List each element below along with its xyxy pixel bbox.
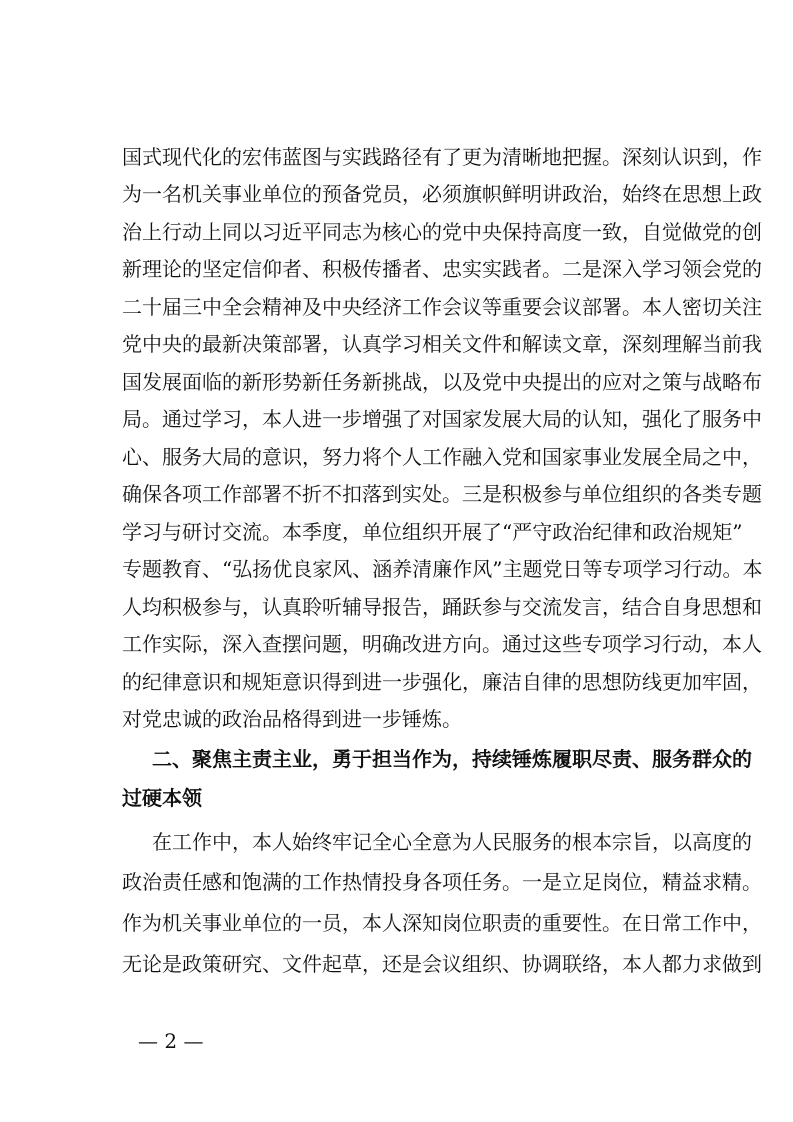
body-line: 心、服务大局的意识，努力将个人工作融入党和国家事业发展全局之中， bbox=[122, 445, 762, 469]
body-line: 局。通过学习，本人进一步增强了对国家发展大局的认知，强化了服务中 bbox=[122, 407, 762, 431]
body-line: 二十届三中全会精神及中央经济工作会议等重要会议部署。本人密切关注 bbox=[122, 295, 762, 319]
body-line: 工作实际，深入查摆问题，明确改进方向。通过这些专项学习行动，本人 bbox=[122, 632, 762, 656]
section-heading: 二、聚焦主责主业，勇于担当作为，持续锤炼履职尽责、服务群众的 bbox=[152, 747, 752, 771]
body-line: 学习与研讨交流。本季度，单位组织开展了“严守政治纪律和政治规矩” bbox=[122, 520, 743, 544]
page-number: — 2 — bbox=[138, 1029, 204, 1053]
body-line: 国式现代化的宏伟蓝图与实践路径有了更为清晰地把握。深刻认识到，作 bbox=[122, 145, 762, 169]
body-line: 对党忠诚的政治品格得到进一步锤炼。 bbox=[122, 707, 462, 731]
body-line: 为一名机关事业单位的预备党员，必须旗帜鲜明讲政治，始终在思想上政 bbox=[122, 182, 762, 206]
body-line: 无论是政策研究、文件起草，还是会议组织、协调联络，本人都力求做到 bbox=[122, 952, 762, 976]
body-line: 治上行动上同以习近平同志为核心的党中央保持高度一致，自觉做党的创 bbox=[122, 220, 762, 244]
body-line: 专题教育、“弘扬优良家风、涵养清廉作风”主题党日等专项学习行动。本 bbox=[122, 557, 763, 581]
body-line: 人均积极参与，认真聆听辅导报告，踊跃参与交流发言，结合自身思想和 bbox=[122, 595, 762, 619]
body-line: 作为机关事业单位的一员，本人深知岗位职责的重要性。在日常工作中， bbox=[122, 911, 762, 935]
body-line: 政治责任感和饱满的工作热情投身各项任务。一是立足岗位，精益求精。 bbox=[122, 870, 762, 894]
body-line: 在工作中，本人始终牢记全心全意为人民服务的根本宗旨，以高度的 bbox=[152, 830, 752, 854]
body-line: 确保各项工作部署不折不扣落到实处。三是积极参与单位组织的各类专题 bbox=[122, 482, 762, 506]
body-line: 的纪律意识和规矩意识得到进一步强化，廉洁自律的思想防线更加牢固， bbox=[122, 670, 762, 694]
body-line: 新理论的坚定信仰者、积极传播者、忠实实践者。二是深入学习领会党的 bbox=[122, 257, 762, 281]
body-line: 国发展面临的新形势新任务新挑战，以及党中央提出的应对之策与战略布 bbox=[122, 370, 762, 394]
section-heading: 过硬本领 bbox=[122, 786, 202, 810]
body-line: 党中央的最新决策部署，认真学习相关文件和解读文章，深刻理解当前我 bbox=[122, 332, 762, 356]
